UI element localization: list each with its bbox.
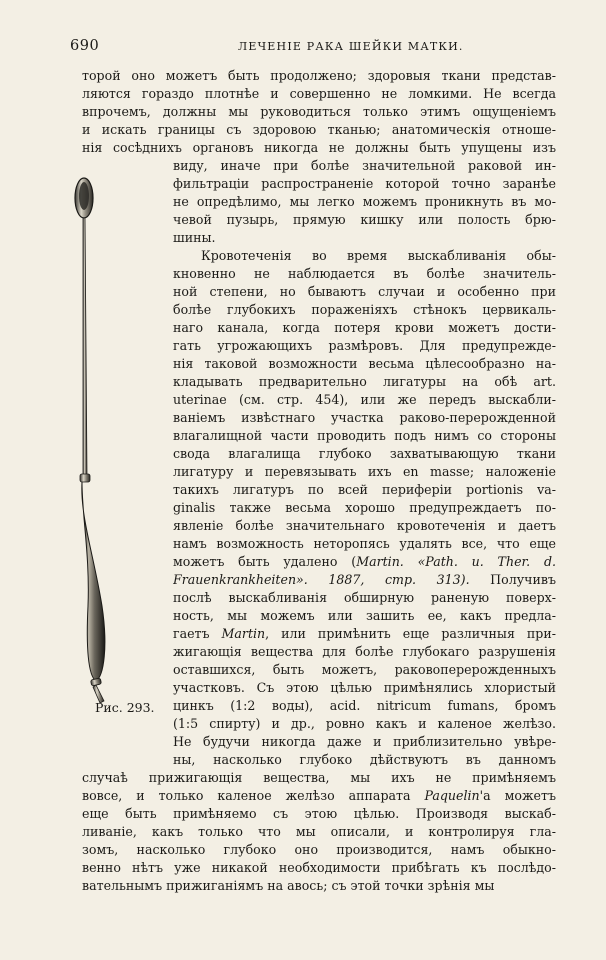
text-line: и искать границы съ здоровою тканью; анатомическія отноше- bbox=[82, 122, 556, 137]
text-line: лигатуру и перевязывать ихъ en masse; наложеніе bbox=[173, 464, 556, 479]
text-segment: вовсе, и только каленое желѣзо аппарата bbox=[82, 788, 425, 803]
text-line: оставшихся, быть можетъ, раковоперерожденныхъ bbox=[173, 662, 556, 677]
text-line: uterinae (см. стр. 454), или же передъ выскабли- bbox=[173, 392, 556, 407]
text-line: наго канала, когда потеря крови можетъ дости- bbox=[173, 320, 556, 335]
text-line: фильтраціи распространеніе которой точно заранѣе bbox=[173, 176, 556, 191]
page-header bbox=[70, 38, 556, 58]
running-title: ЛЕЧЕНІЕ РАКА ШЕЙКИ МАТКИ. bbox=[238, 40, 464, 53]
text-line: послѣ выскабливанія обширную раненую поверх- bbox=[173, 590, 556, 605]
text-line: цинкъ (1:2 воды), acid. nitricum fumans, бромъ bbox=[173, 698, 556, 713]
text-line: гать угрожающихъ размѣровъ. Для предупрежде- bbox=[173, 338, 556, 353]
text-line: такихъ лигатуръ по всей периферіи portionis va- bbox=[173, 482, 556, 497]
text-segment: Получивъ bbox=[469, 572, 556, 587]
text-line: еще быть примѣняемо съ этою цѣлью. Производя выскаб- bbox=[82, 806, 556, 821]
curette-instrument-icon bbox=[74, 176, 174, 716]
text-line: шины. bbox=[173, 230, 216, 245]
text-segment: можетъ быть удалено ( bbox=[173, 554, 357, 569]
citation-italic: Frauenkrankheiten». 1887, стр. 313). bbox=[173, 572, 470, 587]
text-line: впрочемъ, должны мы руководиться только этимъ ощущеніемъ bbox=[82, 104, 556, 119]
text-line: жигающія вещества для болѣе глубокаго разрушенія bbox=[173, 644, 556, 659]
text-line: торой оно можетъ быть продолжено; здоровыя ткани представ- bbox=[82, 68, 556, 83]
text-line: влагалищной части проводить подъ нимъ со стороны bbox=[173, 428, 556, 443]
text-line: не опредѣлимо, мы легко можемъ проникнуть въ мо- bbox=[173, 194, 556, 209]
text-line bbox=[173, 572, 556, 587]
text-line: Не будучи никогда даже и приблизительно увѣре- bbox=[173, 734, 556, 749]
text-line: намъ возможность неторопясь удалять все, что еще bbox=[173, 536, 556, 551]
page-number: 690 bbox=[70, 38, 100, 54]
text-line: кновенно не наблюдается въ болѣе значитель- bbox=[173, 266, 556, 281]
text-line: ливаніе, какъ только что мы описали, и контролируя гла- bbox=[82, 824, 556, 839]
text-line: кладывать предварительно лигатуры на обѣ art. bbox=[173, 374, 556, 389]
text-line: болѣе глубокихъ пораженіяхъ стѣнокъ цервикаль- bbox=[173, 302, 556, 317]
text-line: ность, мы можемъ или зашить ее, какъ предла- bbox=[173, 608, 556, 623]
text-line: чевой пузырь, прямую кишку или полость брю- bbox=[173, 212, 556, 227]
text-line: участковъ. Съ этою цѣлью примѣнялись хлористый bbox=[173, 680, 556, 695]
text-line: зомъ, насколько глубоко оно производится, намъ обыкно- bbox=[82, 842, 556, 857]
text-line bbox=[173, 626, 556, 641]
citation-italic: Martin. «Path. u. Ther. d. bbox=[356, 554, 556, 569]
text-line: нія сосѣднихъ органовъ никогда не должны быть упущены изъ bbox=[82, 140, 556, 155]
text-line: виду, иначе при болѣе значительной раковой ин- bbox=[173, 158, 556, 173]
text-line: Кровотеченія во время выскабливанія обы- bbox=[201, 248, 556, 263]
text-line: ваніемъ извѣстнаго участка раково-перерожденной bbox=[173, 410, 556, 425]
text-line: вательнымъ прижиганіямъ на авось; съ этой точки зрѣнія мы bbox=[82, 878, 495, 893]
figure-caption: Рис. 293. bbox=[95, 700, 155, 715]
text-segment: , или примѣнить еще различныя при- bbox=[265, 626, 556, 641]
text-line: венно нѣтъ уже никакой необходимости прибѣгать къ послѣдо- bbox=[82, 860, 556, 875]
text-line: явленіе болѣе значительнаго кровотеченія и даетъ bbox=[173, 518, 556, 533]
text-line: ны, насколько глубоко дѣйствуютъ въ данномъ bbox=[173, 752, 556, 767]
author-italic: Martin bbox=[221, 626, 266, 641]
text-line: (1:5 спирту) и др., ровно какъ и каленое желѣзо. bbox=[173, 716, 556, 731]
text-line: ной степени, но бываютъ случаи и особенно при bbox=[173, 284, 556, 299]
text-line bbox=[82, 788, 556, 803]
text-segment: 'а можетъ bbox=[479, 788, 556, 803]
text-line: случаѣ прижигающія вещества, мы ихъ не примѣняемъ bbox=[82, 770, 556, 785]
text-line bbox=[173, 554, 556, 569]
text-line: ginalis также весьма хорошо предупреждаетъ по- bbox=[173, 500, 556, 515]
author-italic: Paquelin bbox=[424, 788, 480, 803]
text-line: ляются гораздо плотнѣе и совершенно не ломкими. Не всегда bbox=[82, 86, 556, 101]
text-line: нія таковой возможности весьма цѣлесообразно на- bbox=[173, 356, 556, 371]
text-line: свода влагалища глубоко захватывающую ткани bbox=[173, 446, 556, 461]
text-segment: гаетъ bbox=[173, 626, 222, 641]
